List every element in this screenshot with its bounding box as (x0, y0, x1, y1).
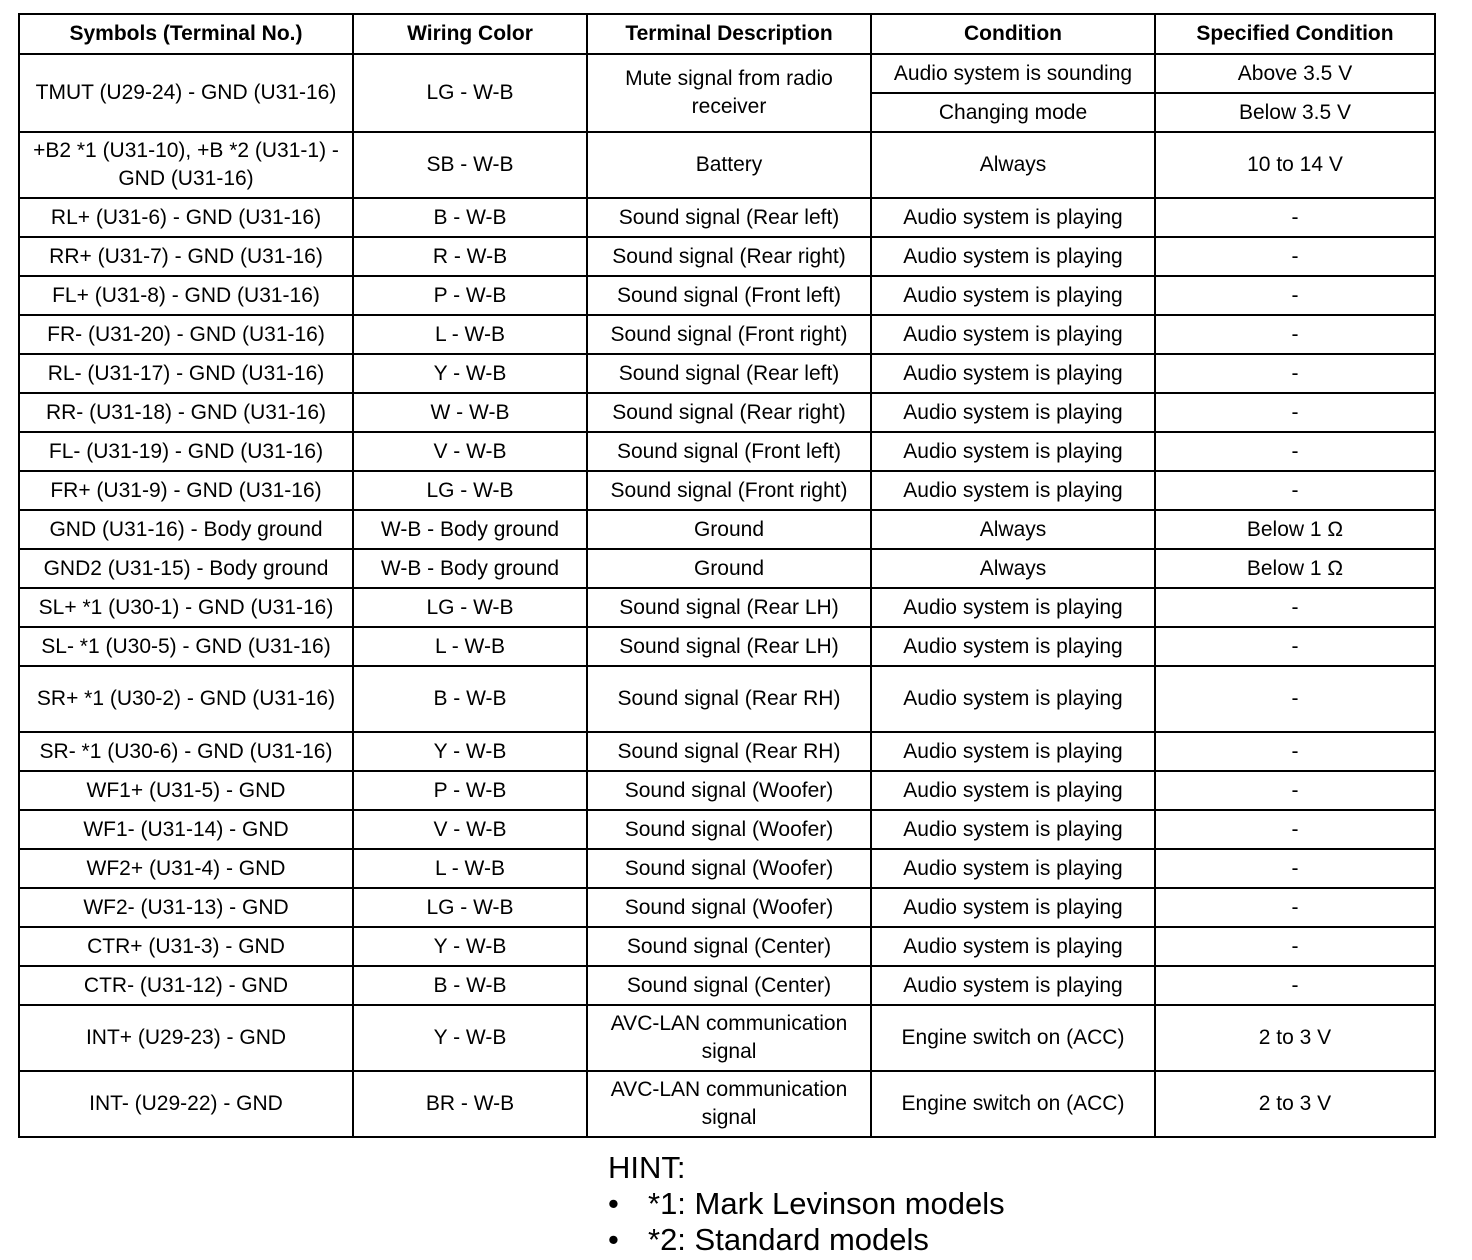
condition-cell: Audio system is playing (871, 627, 1155, 666)
header-symbols: Symbols (Terminal No.) (19, 14, 353, 54)
specified-condition-cell: - (1155, 810, 1435, 849)
specified-condition-cell: - (1155, 471, 1435, 510)
table-row (19, 393, 1435, 432)
bullet-icon: • (608, 1186, 619, 1221)
specified-condition-cell: - (1155, 966, 1435, 1005)
terminal-description-cell: Sound signal (Rear RH) (587, 666, 871, 732)
wiring-color-cell: B - W-B (353, 666, 587, 732)
table-row (19, 810, 1435, 849)
table-row (19, 732, 1435, 771)
table-body (19, 54, 1435, 1137)
specified-condition-cell: - (1155, 315, 1435, 354)
wiring-color-cell: L - W-B (353, 315, 587, 354)
condition-cell: Always (871, 132, 1155, 198)
specified-condition-cell: - (1155, 771, 1435, 810)
table-row (19, 237, 1435, 276)
terminal-description-cell: Sound signal (Woofer) (587, 849, 871, 888)
table-row (19, 888, 1435, 927)
terminal-description-cell: Sound signal (Center) (587, 966, 871, 1005)
condition-cell: Engine switch on (ACC) (871, 1005, 1155, 1071)
table-row (19, 771, 1435, 810)
symbol-cell: SR+ *1 (U30-2) - GND (U31-16) (19, 666, 353, 732)
wiring-color-cell: V - W-B (353, 432, 587, 471)
wiring-color-cell: P - W-B (353, 771, 587, 810)
terminal-description-cell: Sound signal (Front right) (587, 471, 871, 510)
wiring-color-cell: SB - W-B (353, 132, 587, 198)
condition-cell: Audio system is sounding (871, 54, 1155, 93)
condition-cell: Audio system is playing (871, 315, 1155, 354)
condition-cell: Audio system is playing (871, 432, 1155, 471)
symbol-cell: CTR+ (U31-3) - GND (19, 927, 353, 966)
terminal-description-cell: Ground (587, 510, 871, 549)
condition-cell: Audio system is playing (871, 732, 1155, 771)
terminal-description-cell: Sound signal (Woofer) (587, 771, 871, 810)
terminal-description-cell: Sound signal (Front left) (587, 432, 871, 471)
symbol-cell: WF1+ (U31-5) - GND (19, 771, 353, 810)
terminal-description-cell: Sound signal (Rear RH) (587, 732, 871, 771)
wiring-color-cell: L - W-B (353, 627, 587, 666)
specified-condition-cell: - (1155, 849, 1435, 888)
wiring-color-cell: L - W-B (353, 849, 587, 888)
header-specified-condition: Specified Condition (1155, 14, 1435, 54)
wiring-color-cell: Y - W-B (353, 1005, 587, 1071)
table-row (19, 549, 1435, 588)
symbol-cell: WF2+ (U31-4) - GND (19, 849, 353, 888)
table-row (19, 432, 1435, 471)
symbol-cell: +B2 *1 (U31-10), +B *2 (U31-1) - GND (U31-16) (19, 132, 353, 198)
condition-cell: Audio system is playing (871, 966, 1155, 1005)
symbol-cell: RL- (U31-17) - GND (U31-16) (19, 354, 353, 393)
terminal-description-cell: Sound signal (Rear right) (587, 393, 871, 432)
table-row (19, 471, 1435, 510)
condition-cell: Audio system is playing (871, 393, 1155, 432)
condition-cell: Audio system is playing (871, 666, 1155, 732)
specified-condition-cell: Below 1 Ω (1155, 510, 1435, 549)
table-row (19, 276, 1435, 315)
condition-cell: Audio system is playing (871, 927, 1155, 966)
terminal-description-cell: Sound signal (Front right) (587, 315, 871, 354)
condition-cell: Changing mode (871, 93, 1155, 132)
terminal-description-cell: Sound signal (Woofer) (587, 810, 871, 849)
terminal-description-cell: Sound signal (Woofer) (587, 888, 871, 927)
symbol-cell: SL- *1 (U30-5) - GND (U31-16) (19, 627, 353, 666)
wiring-color-cell: LG - W-B (353, 54, 587, 132)
terminal-table (18, 13, 1436, 1138)
terminal-description-cell: Sound signal (Rear right) (587, 237, 871, 276)
condition-cell: Audio system is playing (871, 810, 1155, 849)
wiring-color-cell: B - W-B (353, 966, 587, 1005)
terminal-description-cell: Ground (587, 549, 871, 588)
wiring-color-cell: Y - W-B (353, 732, 587, 771)
wiring-color-cell: W-B - Body ground (353, 510, 587, 549)
hint-item (608, 1222, 1005, 1258)
specified-condition-cell: - (1155, 666, 1435, 732)
specified-condition-cell: 2 to 3 V (1155, 1071, 1435, 1137)
table-row (19, 54, 1435, 93)
table-row (19, 510, 1435, 549)
condition-cell: Audio system is playing (871, 471, 1155, 510)
condition-cell: Engine switch on (ACC) (871, 1071, 1155, 1137)
specified-condition-cell: Below 1 Ω (1155, 549, 1435, 588)
hint-item-text: *1: Mark Levinson models (648, 1186, 1005, 1221)
table-row (19, 588, 1435, 627)
condition-cell: Audio system is playing (871, 198, 1155, 237)
specified-condition-cell: - (1155, 432, 1435, 471)
specified-condition-cell: - (1155, 927, 1435, 966)
symbol-cell: WF1- (U31-14) - GND (19, 810, 353, 849)
wiring-color-cell: W - W-B (353, 393, 587, 432)
symbol-cell: FL+ (U31-8) - GND (U31-16) (19, 276, 353, 315)
terminal-description-cell: Battery (587, 132, 871, 198)
condition-cell: Audio system is playing (871, 354, 1155, 393)
terminal-description-cell: Sound signal (Rear left) (587, 354, 871, 393)
symbol-cell: RL+ (U31-6) - GND (U31-16) (19, 198, 353, 237)
symbol-cell: GND2 (U31-15) - Body ground (19, 549, 353, 588)
specified-condition-cell: - (1155, 627, 1435, 666)
terminal-description-cell: Sound signal (Front left) (587, 276, 871, 315)
table-row (19, 1005, 1435, 1071)
condition-cell: Audio system is playing (871, 276, 1155, 315)
condition-cell: Always (871, 549, 1155, 588)
header-wiring-color: Wiring Color (353, 14, 587, 54)
hint-item-text: *2: Standard models (648, 1222, 929, 1257)
terminal-description-cell: Sound signal (Center) (587, 927, 871, 966)
table-row (19, 198, 1435, 237)
specified-condition-cell: - (1155, 732, 1435, 771)
wiring-color-cell: BR - W-B (353, 1071, 587, 1137)
terminal-description-cell: AVC-LAN communication signal (587, 1071, 871, 1137)
symbol-cell: SR- *1 (U30-6) - GND (U31-16) (19, 732, 353, 771)
wiring-color-cell: B - W-B (353, 198, 587, 237)
symbol-cell: RR- (U31-18) - GND (U31-16) (19, 393, 353, 432)
header-condition: Condition (871, 14, 1155, 54)
condition-cell: Audio system is playing (871, 237, 1155, 276)
hint-section (608, 1150, 1005, 1258)
condition-cell: Audio system is playing (871, 771, 1155, 810)
specified-condition-cell: - (1155, 888, 1435, 927)
symbol-cell: SL+ *1 (U30-1) - GND (U31-16) (19, 588, 353, 627)
terminal-description-cell: Sound signal (Rear left) (587, 198, 871, 237)
condition-cell: Audio system is playing (871, 888, 1155, 927)
specified-condition-cell: - (1155, 276, 1435, 315)
condition-cell: Audio system is playing (871, 849, 1155, 888)
symbol-cell: GND (U31-16) - Body ground (19, 510, 353, 549)
specified-condition-cell: Above 3.5 V (1155, 54, 1435, 93)
symbol-cell: FR- (U31-20) - GND (U31-16) (19, 315, 353, 354)
symbol-cell: WF2- (U31-13) - GND (19, 888, 353, 927)
table-row (19, 927, 1435, 966)
symbol-cell: INT- (U29-22) - GND (19, 1071, 353, 1137)
terminal-description-cell: Mute signal from radio receiver (587, 54, 871, 132)
symbol-cell: FL- (U31-19) - GND (U31-16) (19, 432, 353, 471)
specified-condition-cell: - (1155, 354, 1435, 393)
table-row (19, 315, 1435, 354)
bullet-icon: • (608, 1222, 619, 1257)
wiring-color-cell: Y - W-B (353, 354, 587, 393)
header-terminal-description: Terminal Description (587, 14, 871, 54)
table-row (19, 354, 1435, 393)
wiring-color-cell: W-B - Body ground (353, 549, 587, 588)
wiring-color-cell: LG - W-B (353, 471, 587, 510)
specified-condition-cell: - (1155, 198, 1435, 237)
wiring-color-cell: LG - W-B (353, 588, 587, 627)
symbol-cell: RR+ (U31-7) - GND (U31-16) (19, 237, 353, 276)
terminal-description-cell: AVC-LAN communication signal (587, 1005, 871, 1071)
symbol-cell: FR+ (U31-9) - GND (U31-16) (19, 471, 353, 510)
table-row (19, 666, 1435, 732)
hint-title: HINT: (608, 1150, 686, 1185)
specified-condition-cell: 2 to 3 V (1155, 1005, 1435, 1071)
condition-cell: Audio system is playing (871, 588, 1155, 627)
hint-item (608, 1186, 1005, 1222)
hint-list (608, 1186, 1005, 1258)
symbol-cell: INT+ (U29-23) - GND (19, 1005, 353, 1071)
table-row (19, 1071, 1435, 1137)
terminal-description-cell: Sound signal (Rear LH) (587, 588, 871, 627)
wiring-color-cell: Y - W-B (353, 927, 587, 966)
table-row (19, 132, 1435, 198)
wiring-color-cell: V - W-B (353, 810, 587, 849)
specified-condition-cell: - (1155, 237, 1435, 276)
wiring-color-cell: P - W-B (353, 276, 587, 315)
symbol-cell: TMUT (U29-24) - GND (U31-16) (19, 54, 353, 132)
symbol-cell: CTR- (U31-12) - GND (19, 966, 353, 1005)
specified-condition-cell: - (1155, 588, 1435, 627)
wiring-color-cell: LG - W-B (353, 888, 587, 927)
table-row (19, 966, 1435, 1005)
condition-cell: Always (871, 510, 1155, 549)
specified-condition-cell: Below 3.5 V (1155, 93, 1435, 132)
table-header-row (19, 14, 1435, 54)
table-row (19, 627, 1435, 666)
table-row (19, 849, 1435, 888)
specified-condition-cell: - (1155, 393, 1435, 432)
terminal-description-cell: Sound signal (Rear LH) (587, 627, 871, 666)
wiring-color-cell: R - W-B (353, 237, 587, 276)
specified-condition-cell: 10 to 14 V (1155, 132, 1435, 198)
